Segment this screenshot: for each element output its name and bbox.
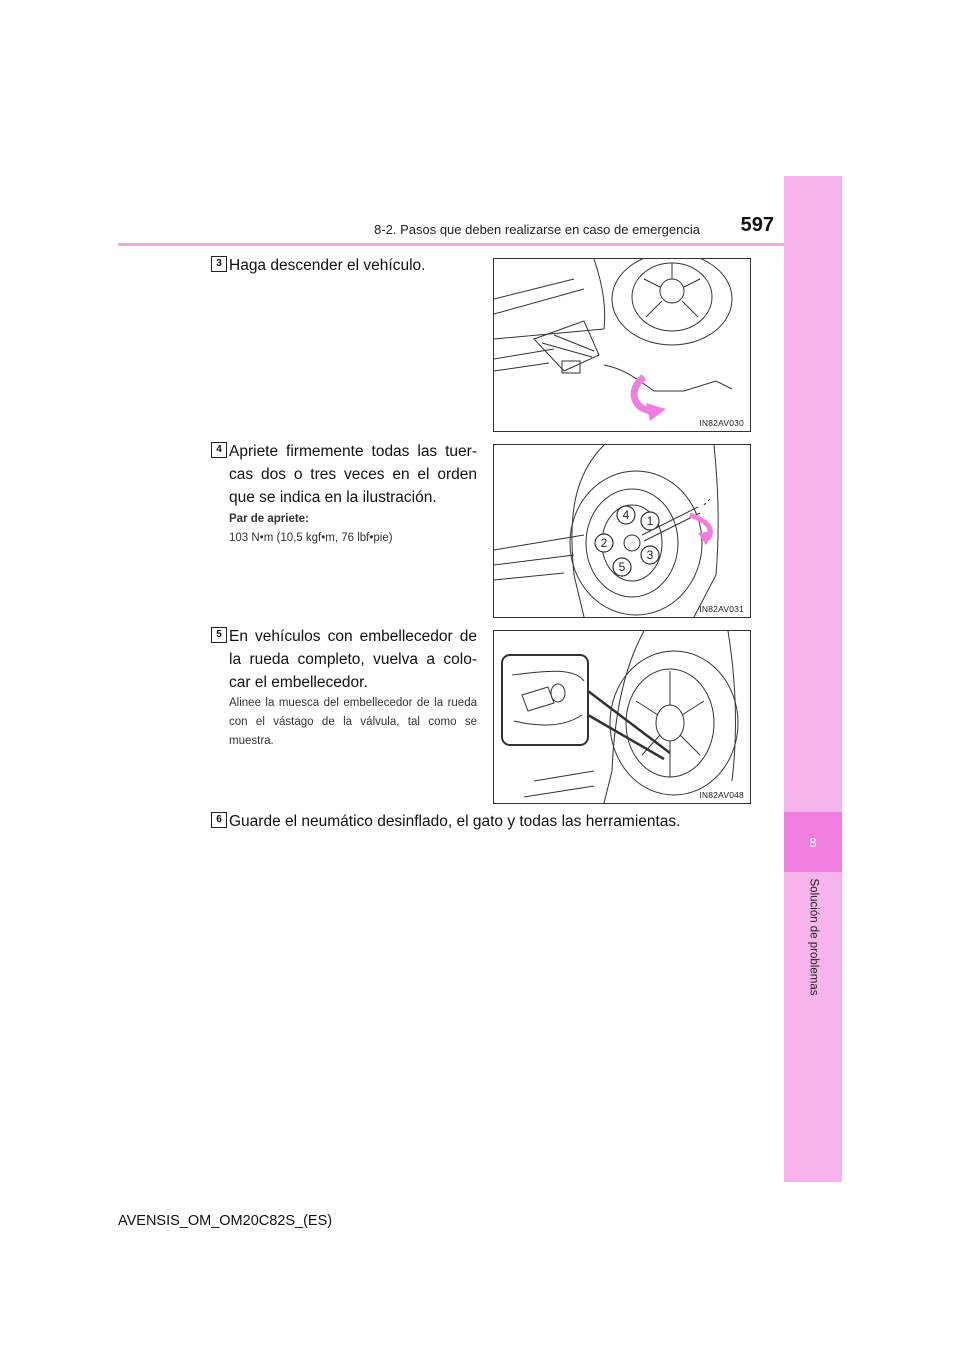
nut-order-label: 4 xyxy=(622,508,630,522)
page-number: 597 xyxy=(740,214,774,236)
wheel-cap-illustration xyxy=(494,631,750,803)
step-text: Guarde el neumático desinflado, el gato y todas las herramientas. xyxy=(229,813,681,830)
header-divider xyxy=(118,243,784,246)
nut-order-label: 3 xyxy=(646,548,654,562)
step-number-badge: 3 xyxy=(211,256,227,272)
figure-code: IN82AV048 xyxy=(699,790,744,800)
chapter-title: Solución de problemas xyxy=(807,878,819,996)
header-section-title: 8-2. Pasos que deben realizarse en caso de emergencia xyxy=(374,222,700,237)
chapter-sidebar xyxy=(784,176,842,1182)
step-text: En vehículos con embellecedor de la rueda completo, vuelva a colo-car el embellecedor. xyxy=(229,628,477,691)
document-code: AVENSIS_OM_OM20C82S_(ES) xyxy=(118,1213,333,1229)
step-number-badge: 6 xyxy=(211,812,227,828)
step-note: Alinee la muesca del embellecedor de la rueda con el vástago de la válvula, tal como se muestra. xyxy=(229,697,477,747)
step-text: Apriete firmemente todas las tuer-cas dos o tres veces en el orden que se indica en la ilustración. xyxy=(229,443,477,506)
figure-lower-vehicle xyxy=(493,258,751,432)
chapter-title-label xyxy=(790,878,836,996)
figure-nut-tightening-order xyxy=(493,444,751,618)
figure-wheel-cap xyxy=(493,630,751,804)
nut-order-label: 1 xyxy=(646,514,654,528)
jack-lowering-illustration xyxy=(494,259,750,431)
step-number-badge: 5 xyxy=(211,627,227,643)
chapter-number-tab[interactable] xyxy=(784,812,842,872)
step-number-badge: 4 xyxy=(211,442,227,458)
nut-order-label: 5 xyxy=(618,560,626,574)
torque-value: 103 N•m (10,5 kgf•m, 76 lbf•pie) xyxy=(229,532,393,544)
nut-order-label: 2 xyxy=(600,536,608,550)
figure-code: IN82AV031 xyxy=(699,604,744,614)
step-note xyxy=(229,510,477,548)
step-text: Haga descender el vehículo. xyxy=(229,257,426,274)
figure-code: IN82AV030 xyxy=(699,418,744,428)
torque-label: Par de apriete: xyxy=(229,513,309,525)
wheel-nut-order-illustration xyxy=(494,445,750,617)
chapter-number: 8 xyxy=(809,834,817,850)
